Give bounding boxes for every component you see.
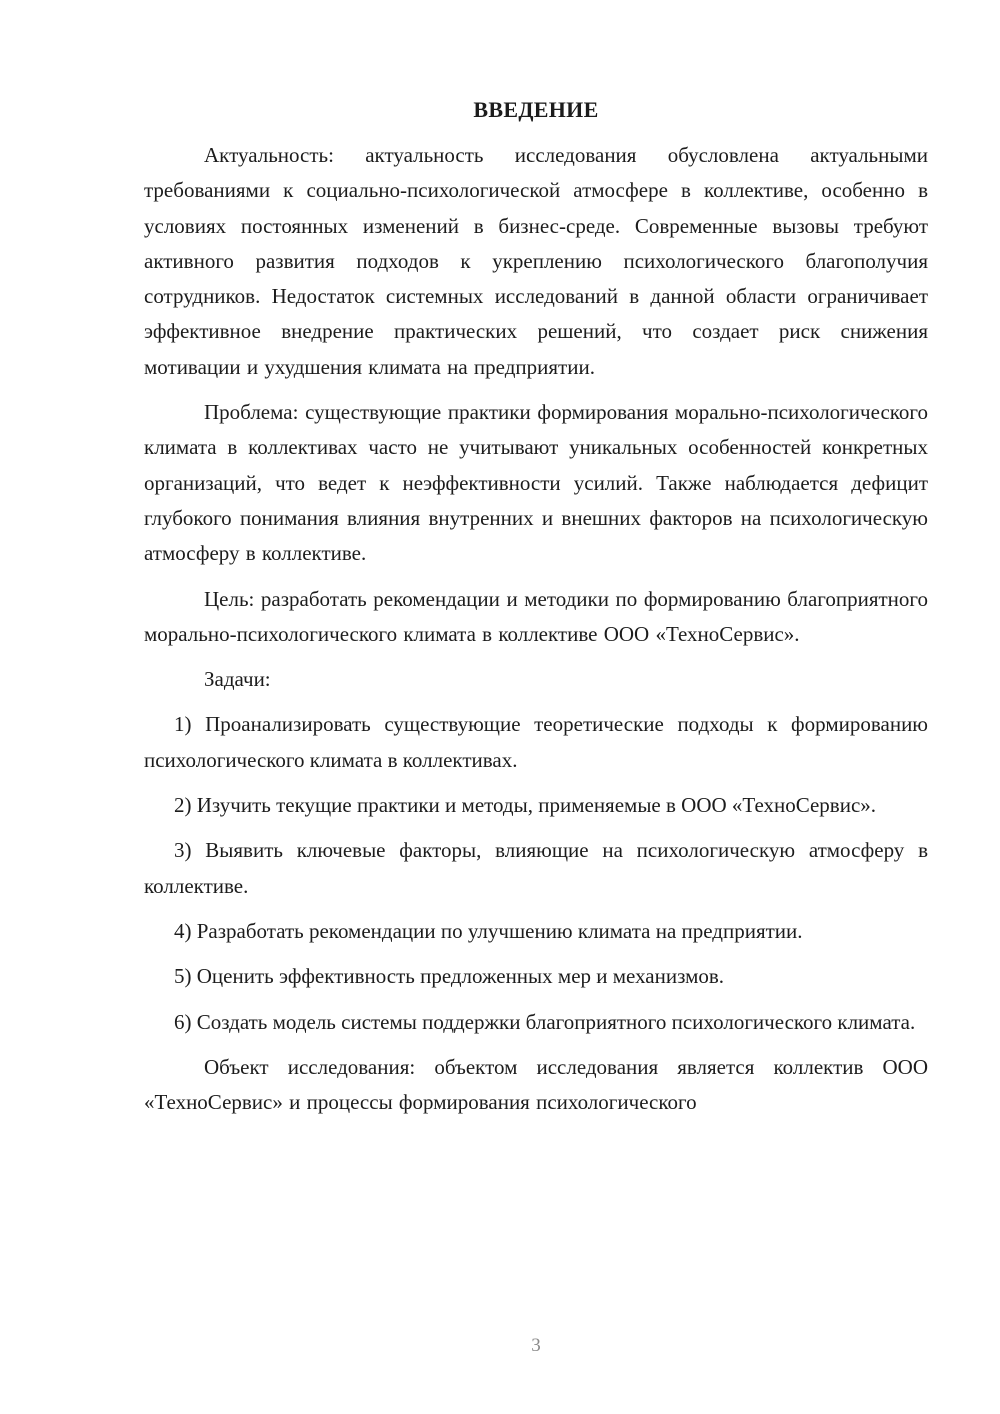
- tasks-list: [144, 707, 928, 1039]
- task-item: 3) Выявить ключевые факторы, влияющие на психологическую атмосферу в коллективе.: [144, 838, 928, 898]
- task-item: 1) Проанализировать существующие теоретические подходы к формированию психологического климата в коллективах.: [144, 712, 928, 772]
- task-item: 6) Создать модель системы поддержки благоприятного психологического климата.: [174, 1009, 916, 1034]
- research-object-paragraph: Объект исследования: объектом исследования является коллектив ООО «ТехноСервис» и процессы формирования психологического: [144, 1054, 928, 1115]
- task-item: 2) Изучить текущие практики и методы, применяемые в ООО «ТехноСервис».: [174, 793, 877, 818]
- task-item: 4) Разработать рекомендации по улучшению климата на предприятии.: [174, 918, 803, 943]
- page-number: 3: [531, 1335, 541, 1356]
- goal-paragraph: Цель: разработать рекомендации и методики по формированию благоприятного морально-психологического климата в коллективе ООО «ТехноСервис».: [144, 586, 928, 646]
- tasks-label: Задачи:: [204, 667, 271, 692]
- relevance-paragraph: Актуальность: актуальность исследования обусловлена актуальными требованиями к социально-психологической атмосфере в коллективе, особенно в условиях постоянных изменений в бизнес-среде. Современные вызовы требуют активного развития подходов к укреплению психологического благополучия сотрудников. Недостаток системных исследований в данной области ограничивает эффективное внедрение практических решений, что создает риск снижения мотивации и ухудшения климата на предприятии.: [144, 143, 928, 379]
- problem-paragraph: Проблема: существующие практики формирования морально-психологического климата в коллективах часто не учитывают уникальных особенностей конкретных организаций, что ведет к неэффективности усилий. Также наблюдается дефицит глубокого понимания влияния внутренних и внешних факторов на психологическую атмосферу в коллективе.: [144, 400, 928, 566]
- page-content: [144, 96, 928, 1130]
- task-item: 5) Оценить эффективность предложенных мер и механизмов.: [174, 964, 725, 989]
- section-heading: ВВЕДЕНИЕ: [473, 97, 599, 122]
